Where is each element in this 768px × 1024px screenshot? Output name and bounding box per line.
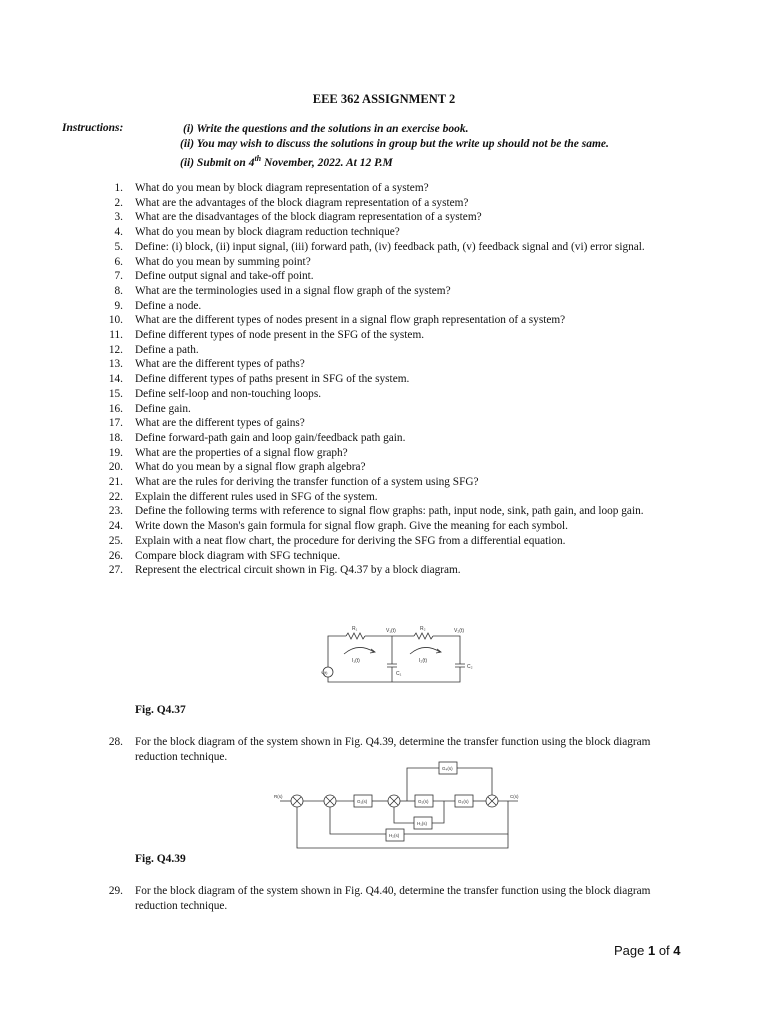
label-c1: C₁ (396, 671, 402, 677)
question-item (96, 490, 656, 505)
instruction-line-1: (i) Write the questions and the solutions in an exercise book. (183, 123, 469, 135)
question-number: 23. (108, 505, 123, 518)
question-item (96, 269, 656, 284)
question-text: Define: (i) block, (ii) input signal, (iii) forward path, (iv) feedback path, (v) feedback signal and (vi) error signal. (135, 240, 645, 253)
label-h2: H₂(s) (389, 833, 400, 838)
question-item (96, 519, 656, 534)
page-number: Page 1 of 4 (614, 943, 681, 958)
question-text: Explain with a neat flow chart, the procedure for deriving the SFG from a differential equation. (135, 534, 566, 547)
question-number: 5. (114, 240, 123, 253)
mesh-current-arrow-1 (344, 647, 374, 654)
question-item (96, 475, 656, 490)
label-r1: R₁ (352, 626, 358, 632)
label-v1: V₁(t) (386, 628, 396, 634)
question-text: Define self-loop and non-touching loops. (135, 387, 322, 400)
question-item (96, 284, 656, 299)
question-text: Define different types of paths present in SFG of the system. (135, 373, 410, 386)
question-item (96, 549, 656, 564)
question-text: What are the different types of nodes present in a signal flow graph representation of a system? (135, 314, 566, 327)
feedback-h1-path (432, 801, 444, 823)
question-item (96, 504, 656, 519)
question-text: Define different types of node present in the SFG of the system. (135, 329, 425, 342)
resistor-r1 (346, 633, 365, 639)
question-item (96, 196, 656, 211)
question-item (96, 416, 656, 431)
question-item (96, 460, 656, 475)
question-text: Define forward-path gain and loop gain/feedback path gain. (135, 431, 406, 444)
label-h1: H₁(s) (417, 821, 428, 826)
question-text: Represent the electrical circuit shown in Fig. Q4.37 by a block diagram. (135, 564, 461, 577)
feedforward-path (407, 768, 439, 801)
question-item (96, 210, 656, 225)
question-number: 8. (114, 284, 123, 297)
figure-label-q4-37: Fig. Q4.37 (135, 704, 186, 716)
question-number: 2. (114, 196, 123, 209)
question-text: Define a node. (135, 299, 202, 312)
question-number: 6. (114, 255, 123, 268)
label-g3: G₃(s) (458, 799, 469, 804)
question-item (96, 372, 656, 387)
question-item (96, 240, 656, 255)
question-item (96, 402, 656, 417)
instruction-line-3: (ii) Submit on 4th November, 2022. At 12 P.M (180, 153, 393, 169)
question-text: What are the rules for deriving the transfer function of a system using SFG? (135, 476, 479, 489)
label-source: V(t) (321, 670, 328, 675)
question-text: What do you mean by block diagram representation of a system? (135, 182, 429, 194)
question-number: 24. (108, 520, 123, 533)
label-input: R(s) (274, 794, 283, 799)
question-item (96, 343, 656, 358)
instructions-label: Instructions: (62, 122, 124, 134)
question-number: 13. (108, 358, 123, 371)
label-output: C(s) (510, 794, 519, 799)
question-number: 22. (108, 490, 123, 503)
label-r2: R₂ (420, 626, 426, 632)
question-28: 28. For the block diagram of the system shown in Fig. Q4.39, determine the transfer function using the block diagram reduction technique. (108, 736, 651, 763)
question-number: 18. (108, 431, 123, 444)
question-text: What are the different types of gains? (135, 417, 305, 430)
question-item (96, 313, 656, 328)
label-g4: G₄(s) (442, 766, 453, 771)
question-text: Write down the Mason's gain formula for signal flow graph. Give the meaning for each symbol. (135, 520, 568, 533)
question-text: What do you mean by summing point? (135, 255, 311, 268)
mesh-current-arrow-2 (410, 647, 440, 654)
question-text: Define a path. (135, 343, 199, 356)
question-number: 7. (114, 270, 123, 283)
label-g2: G₂(s) (418, 799, 429, 804)
question-text: Define the following terms with reference to signal flow graphs: path, input node, sink, path gain, and loop gain. (135, 505, 644, 518)
question-number: 4. (114, 226, 123, 239)
instruction-line-2: (ii) You may wish to discuss the solutions in group but the write up should not be the same. (180, 137, 609, 150)
question-text: Define gain. (135, 402, 191, 415)
question-number: 11. (109, 329, 123, 342)
assignment-title: EEE 362 ASSIGNMENT 2 (312, 92, 456, 106)
question-number: 1. (114, 182, 123, 194)
instructions-block (180, 122, 740, 170)
question-number: 19. (108, 446, 123, 459)
question-29: 29. For the block diagram of the system shown in Fig. Q4.40, determine the transfer function using the block diagram reduction technique. (108, 885, 651, 912)
figure-q4-39-block-diagram (272, 760, 522, 855)
question-item (96, 225, 656, 240)
wire (328, 667, 460, 682)
question-number: 12. (108, 343, 123, 356)
question-item (96, 431, 656, 446)
question-item (96, 299, 656, 314)
question-number: 25. (108, 534, 123, 547)
question-text: Compare block diagram with SFG technique. (135, 549, 341, 562)
question-text: What do you mean by a signal flow graph algebra? (135, 461, 366, 474)
question-text: What are the disadvantages of the block diagram representation of a system? (135, 211, 482, 224)
question-number: 14. (108, 373, 123, 386)
question-item (96, 181, 656, 196)
question-number: 26. (108, 549, 123, 562)
question-number: 3. (114, 211, 123, 224)
label-g1: G₁(s) (357, 799, 368, 804)
wire (328, 636, 346, 667)
capacitor-c2 (455, 664, 465, 667)
label-i2: I₂(t) (419, 658, 428, 664)
question-text: What are the different types of paths? (135, 358, 305, 371)
question-number: 10. (108, 314, 123, 327)
capacitor-c1 (387, 664, 397, 667)
question-number: 20. (108, 461, 123, 474)
figure-label-q4-39: Fig. Q4.39 (135, 853, 186, 865)
question-number: 21. (108, 476, 123, 489)
unity-feedback-path (297, 807, 508, 848)
question-text: What do you mean by block diagram reduction technique? (135, 226, 400, 239)
question-list (96, 181, 656, 578)
question-text: Explain the different rules used in SFG of the system. (135, 490, 378, 503)
question-item (96, 563, 656, 578)
question-text: Define output signal and take-off point. (135, 270, 314, 283)
question-text: What are the terminologies used in a signal flow graph of the system? (135, 284, 451, 297)
label-v2: V₂(t) (454, 628, 464, 634)
label-i1: I₁(t) (352, 658, 360, 664)
resistor-r2 (414, 633, 433, 639)
figure-q4-37-circuit (318, 622, 478, 692)
question-item (96, 357, 656, 372)
question-number: 9. (114, 299, 123, 312)
question-number: 27. (108, 564, 123, 577)
question-item (96, 328, 656, 343)
question-item (96, 255, 656, 270)
question-number: 16. (108, 402, 123, 415)
question-number: 15. (108, 387, 123, 400)
question-number: 17. (108, 417, 123, 430)
question-item (96, 446, 656, 461)
question-item (96, 534, 656, 549)
question-item (96, 387, 656, 402)
question-text: What are the properties of a signal flow graph? (135, 446, 348, 459)
label-c2: C₂ (467, 664, 473, 670)
question-text: What are the advantages of the block diagram representation of a system? (135, 196, 469, 209)
